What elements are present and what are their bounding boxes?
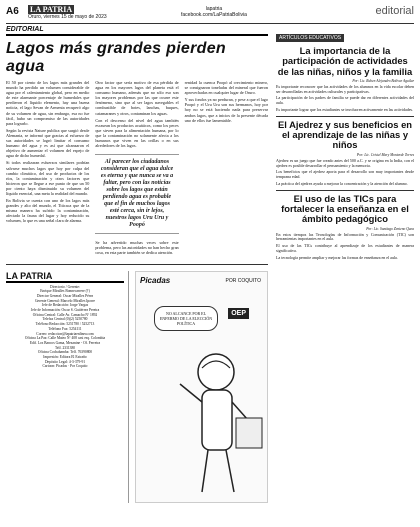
masthead-line: Cartoon: Picadas · Por Coquito	[42, 364, 88, 369]
article-paragraph: La práctica del ajedrez ayuda a mejorar la concentración y la atención del alumno.	[276, 180, 408, 186]
article-paragraph: La participación de los padres de familia se puede dar en diferentes actividades del aula.	[276, 95, 414, 106]
cartoon-figure-icon	[136, 332, 276, 502]
article-body	[276, 159, 414, 187]
masthead-line: Jefe de Información: Oscar S. Gutiérrez Pereira	[30, 308, 100, 313]
editorial-paragraph: En Bolivia se cuenta con uno de los lagos más grandes y alto del mundo, el Titicaca que de la misma manera ha sufrido la contaminación, afectado la fauna del lugar y hoy reducido su volumen, lo que es una señal clara de alarma.	[6, 198, 90, 224]
masthead-line: Oficina La Paz: Calle Mateo Nº 408 casi esq. Colombia	[24, 336, 106, 341]
article-byline: Por: Lic. Cristel Mary Monterde Torres	[356, 152, 414, 157]
masthead-line: Telefax Central (0)(2) 5250780	[42, 317, 88, 322]
article-byline: Por: Lic. Ruben Alejandro Bolivar Aguilar	[352, 78, 414, 83]
oep-badge: OEP	[228, 308, 249, 319]
divider	[276, 116, 414, 117]
divider	[276, 190, 414, 191]
editorial-paragraph: Con el descenso del nivel del agua también escasean los productos acuáticos, como los peces que sirven para la alimentación humana, por lo que la contaminación no solamente afecta a los humanos que viven en las orillas o en sus alrededores de los lagos.	[95, 117, 179, 149]
article-paragraph: En estos tiempos las Tecnologías de Información y Comunicación (TIC) son herramientas importantes en el aula.	[276, 231, 414, 242]
masthead-line: Teléfono Redacción: 5251780 / 5252713	[35, 322, 95, 327]
article-2	[276, 120, 414, 187]
editorial-paragraph: Y sus fondos ya no perduran, y pese a que el lago Poopó y el Uru Uru son sus hermanos, hoy por hoy no se está haciendo nada para preservar ambos lagos, que a inicios de la presente década uno de ellos fue lamentable.	[184, 97, 268, 123]
masthead-line: Jefe de Redacción: Jorge Vargas	[41, 303, 89, 308]
editorial-col-3	[185, 80, 268, 258]
masthead-row	[6, 271, 268, 503]
article-body	[276, 85, 414, 113]
article-3	[276, 194, 414, 261]
social-handle: lapatria	[205, 6, 223, 12]
article-paragraph: Ajedrez es un juego que fue creado antes del 500 a.C. y se origina en la India, con el ajedrez es posible desarrollar el pensamiento y la memoria.	[276, 157, 414, 168]
editorial-tag: EDITORIAL	[6, 26, 268, 36]
editorial-paragraph: Según la revista Nature publica que surgió desde Alemania, se informó que gracias al esfuerzo de sus autoridades se logró limitar el consumo humano del agua y es así que alcanzaron el objetivo de aumentar el volumen del espejo de agua de dicho humedal.	[6, 127, 90, 159]
header-date: Oruro, viernes 15 de mayo de 2023	[28, 14, 107, 20]
article-title: La importancia de la participación de actividades de las niñas, niños y la familia	[277, 45, 413, 77]
masthead-line: Oficina Cochabamba: Telf. 76390800	[37, 350, 93, 355]
editorial-paragraph: renidad la cuenca Poopó al crecimiento minero, se consignaron toneladas del mineral que fueron aprovechadas en cualquier lugar de Oruro.	[184, 80, 268, 96]
article-byline: Por: Lic. Santiago Zenteno Quea	[366, 226, 414, 231]
editorial-col-2	[95, 80, 178, 258]
editorial-paragraph: Si todos realizaran esfuerzos similares podrían salvarse muchos lagos que hoy por culpa del cambio climático, del uso de productos de los ríos, la contaminación y otros factores que hicieron que se llegue a ese punto de que un 50 por ciento haya disminuido su volumen del líquido esencial, una meta la realidad del mundo.	[6, 160, 90, 196]
masthead-line: Depósito Legal: 4-3-379-91	[44, 359, 86, 364]
cartoon-area	[135, 271, 268, 503]
speech-bubble: NO ALCANCE POR EL ENFERMO DE LA ELECCIÓN POLÍTICA	[154, 306, 218, 331]
masthead-line: Edif. Los Bancos Gama, Mezanine - Of. Ferreira	[29, 340, 101, 345]
masthead-line: Gerente General: Marcelo Miralles Iporre	[34, 298, 96, 303]
masthead-line: Director General: Oscar Miralles Pérez	[36, 293, 94, 298]
masthead-line: Directorio / Gerente:	[50, 284, 80, 289]
masthead-line: Teléfono Fax: 5254111	[48, 326, 82, 331]
article-paragraph: Los beneficios que el ajedrez aporta para el desarrollo son muy importantes desde temprana edad.	[276, 169, 414, 180]
right-column	[276, 26, 414, 263]
header-social	[181, 6, 247, 18]
masthead-line: Impresión: Editora El Extraño	[43, 355, 87, 360]
cartoon	[135, 271, 268, 503]
masthead	[6, 271, 129, 503]
editorial-body	[6, 80, 268, 258]
editorial-paragraph: Otro factor que sería motivo de esa pérdida de agua en los mayores lagos del planeta está el consumo humano, además que no sólo eso son los mayores problemas por las que ocurre este fenómeno, sino que al ser lagos navegables el combustible de botes, lanchas, buques, catamaranes y otros, contaminan los aguas.	[95, 80, 179, 116]
article-paragraph: Es importante lograr que los estudiantes se involucren activamente en las actividades.	[276, 107, 414, 113]
pull-quote: Al parecer los ciudadanos consideran que el agua dulce es eterna y que nunca se va a faltar, pero con las noticias sobre los lagos que están perdiendo agua es probable que el fin de muchos lagos esté cerca, sin ir lejos, nuestros lagos Uru Uru y Poopó	[95, 154, 178, 234]
article-title: El uso de las TICs para fortalecer la enseñanza en el ámbito pedagógico	[281, 192, 409, 225]
masthead-line: Correo: redaccion@lapatriaenlinea.com	[36, 331, 94, 336]
article-paragraph: Es importante reconocer que las actividades de los alumnos en la vida escolar deben ser desarrolladas en actividades culturales y participativas.	[276, 83, 414, 94]
masthead-line: Enrique Miralles Bonnecarrere (†)	[40, 289, 90, 294]
masthead-line: Oficina Central: Calle Av. Camacho Nº 1892	[32, 312, 98, 317]
cartoon-credit: POR COQUITO	[225, 277, 261, 284]
cartoon-brand: Picadas	[140, 275, 171, 285]
editorial-title: Lagos más grandes pierden agua	[6, 40, 227, 75]
article-tag: ARTÍCULOS EDUCATIVOS	[276, 34, 344, 42]
editorial-col-1	[6, 80, 89, 258]
section-title: editorial	[375, 5, 414, 17]
page-header	[6, 3, 414, 24]
masthead-line: Telf. 2331380	[54, 345, 76, 350]
left-column	[6, 26, 268, 503]
article-1	[276, 26, 414, 113]
editorial-paragraph: El 50 por ciento de los lagos más grandes del mundo ha perdido un volumen considerable de agua por el calentamiento global, pero en medio de este alarmante porcentaje de humedales que perdieron el líquido elemento, hay una buena noticia, el lago Sevan de Armenia recuperó algo de su volumen de agua, sin embargo, esa no fue fácil, hubo un compromiso de las autoridades para lograrlo.	[6, 80, 90, 126]
article-paragraph: La tecnología permite ampliar y mejorar las formas de enseñanza en el aula.	[276, 254, 398, 260]
article-title: El Ajedrez y sus beneficios en el aprendizaje de las niñas y niños	[277, 118, 413, 151]
divider	[6, 264, 268, 265]
masthead-lines	[6, 285, 124, 370]
header-logo: LA PATRIA	[30, 5, 73, 14]
masthead-title: LA PATRIA	[6, 271, 124, 283]
social-link[interactable]: facebook.com/LaPatriaBolivia	[181, 12, 247, 18]
editorial-paragraph: Se ha advertido muchas veces sobre este problema, pero las autoridades no han hecho gran cosa, en esta parte también se dedica atención.	[95, 240, 179, 256]
article-body	[276, 233, 414, 261]
page-number: A6	[6, 6, 19, 17]
article-paragraph: El uso de las TICs contribuye al aprendizaje de los estudiantes de manera significativa.	[276, 243, 414, 254]
